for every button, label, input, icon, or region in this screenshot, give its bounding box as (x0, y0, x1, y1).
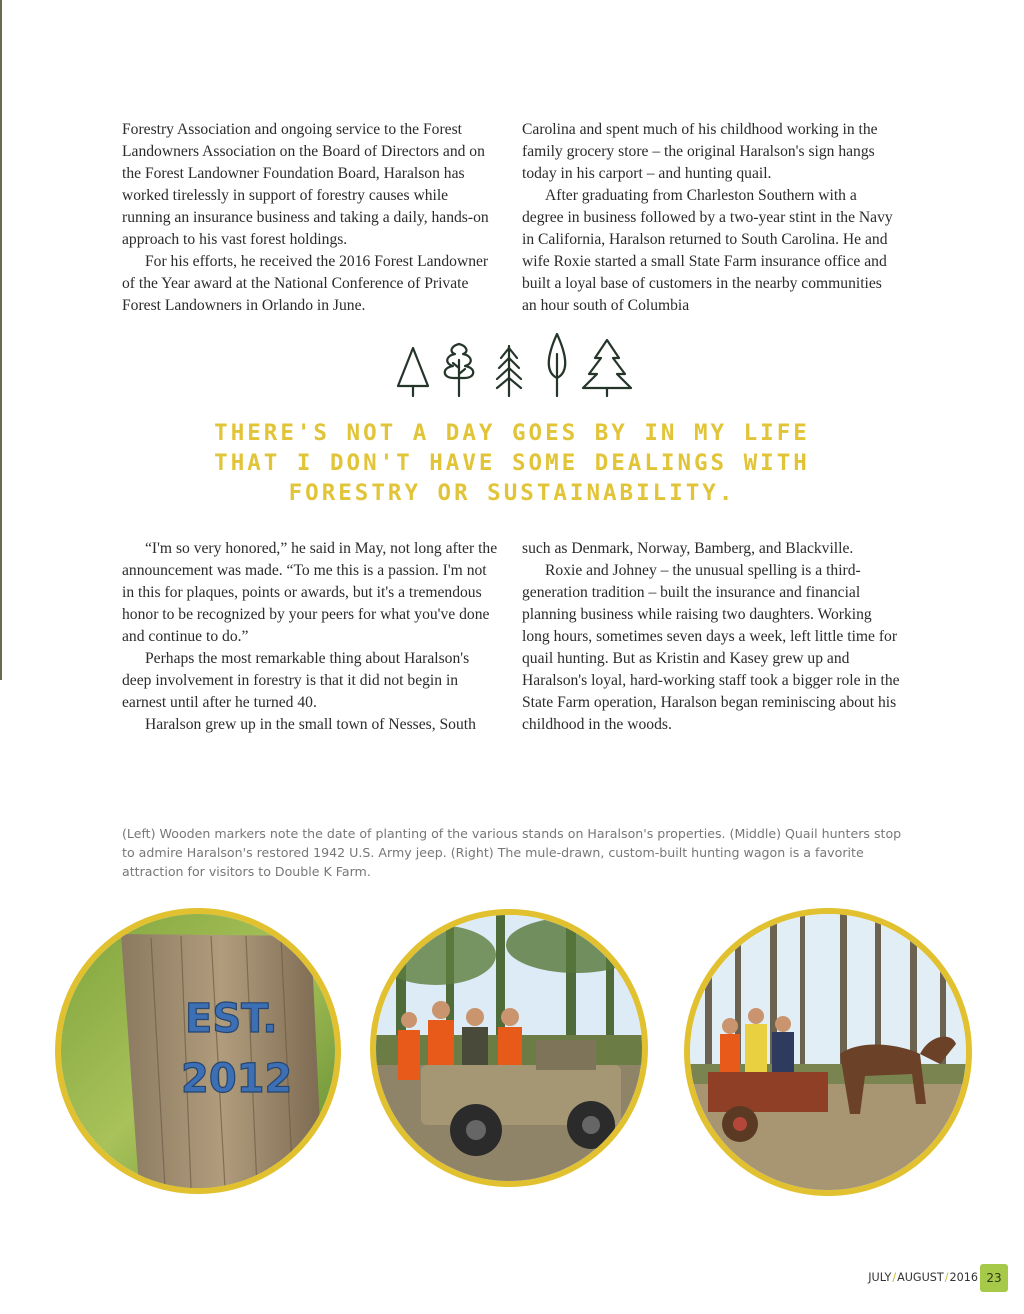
photo-wooden-marker (55, 908, 341, 1194)
tree-icon-5 (583, 340, 631, 396)
issue-month-2: AUGUST (897, 1271, 944, 1284)
pull-quote (120, 418, 904, 508)
page-edge-rule (0, 0, 2, 680)
tree-icon-2 (445, 344, 474, 396)
article-column-top-left (122, 119, 500, 317)
article-column-bottom-left (122, 538, 500, 736)
date-separator: / (944, 1271, 949, 1284)
photo-hunting-wagon (684, 908, 972, 1196)
pull-quote-line: THAT I DON'T HAVE SOME DEALINGS WITH (214, 450, 810, 476)
date-separator: / (892, 1271, 897, 1284)
paragraph: Carolina and spent much of his childhood working in the family grocery store – the original Haralson's sign hangs today in his carport – and hunting quail. (522, 121, 878, 182)
issue-year: 2016 (949, 1271, 978, 1284)
photo-army-jeep (370, 909, 648, 1187)
paragraph: such as Denmark, Norway, Bamberg, and Blackville. (522, 540, 854, 557)
paragraph: “I'm so very honored,” he said in May, not long after the announcement was made. “To me this is a passion. I'm not in this for plaques, points or awards, but it's a tremendous honor to be recognized by your peers for what you've done and continue to do.” (122, 540, 498, 645)
issue-month-1: JULY (868, 1271, 892, 1284)
paragraph: For his efforts, he received the 2016 Forest Landowner of the Year award at the National Conference of Private Forest Landowners in Orlando in June. (122, 253, 489, 314)
paragraph: Haralson grew up in the small town of Nesses, South (145, 716, 476, 733)
paragraph: Perhaps the most remarkable thing about Haralson's deep involvement in forestry is that it did not begin in earnest until after he turned 40. (122, 650, 470, 711)
marker-text-year: 2012 (181, 1056, 293, 1102)
pull-quote-line: THERE'S NOT A DAY GOES BY IN MY LIFE (214, 420, 810, 446)
pull-quote-line: FORESTRY OR SUSTAINABILITY. (288, 480, 736, 506)
page-number: 23 (980, 1264, 1008, 1292)
paragraph: After graduating from Charleston Southern with a degree in business followed by a two-year stint in the Navy in California, Haralson returned to South Carolina. He and wife Roxie started a small State Farm insurance office and built a loyal base of customers in the nearby communities an hour south of Columbia (522, 187, 893, 314)
photo-caption: (Left) Wooden markers note the date of planting of the various stands on Haralson's properties. (Middle) Quail hunters stop to admire Haralson's restored 1942 U.S. Army jeep. (Right) The mule-drawn, custom-built hunting wagon is a favorite attraction for visitors to Double K Farm. (122, 826, 902, 879)
article-column-bottom-right (522, 538, 900, 736)
paragraph: Roxie and Johney – the unusual spelling is a third-generation tradition – built the insurance and financial planning business while raising two daughters. Working long hours, sometimes seven days a week, left little time for quail hunting. But as Kristin and Kasey grew up and Haralson's loyal, hard-working staff took a bigger role in the State Farm operation, Haralson began reminiscing about his childhood in the woods. (522, 562, 900, 733)
article-column-top-right (522, 119, 900, 317)
paragraph: Forestry Association and ongoing service to the Forest Landowners Association on the Board of Directors and on the Forest Landowner Foundation Board, Haralson has worked tirelessly in support of forestry causes while running an insurance business and taking a daily, hands-on approach to his vast forest holdings. (122, 121, 489, 248)
tree-icon-4 (549, 334, 566, 396)
tree-icon-1 (398, 348, 428, 396)
issue-date (868, 1268, 978, 1288)
marker-text-est: EST. (185, 996, 278, 1042)
tree-icons-divider (393, 330, 633, 398)
tree-icon-3 (497, 346, 521, 396)
